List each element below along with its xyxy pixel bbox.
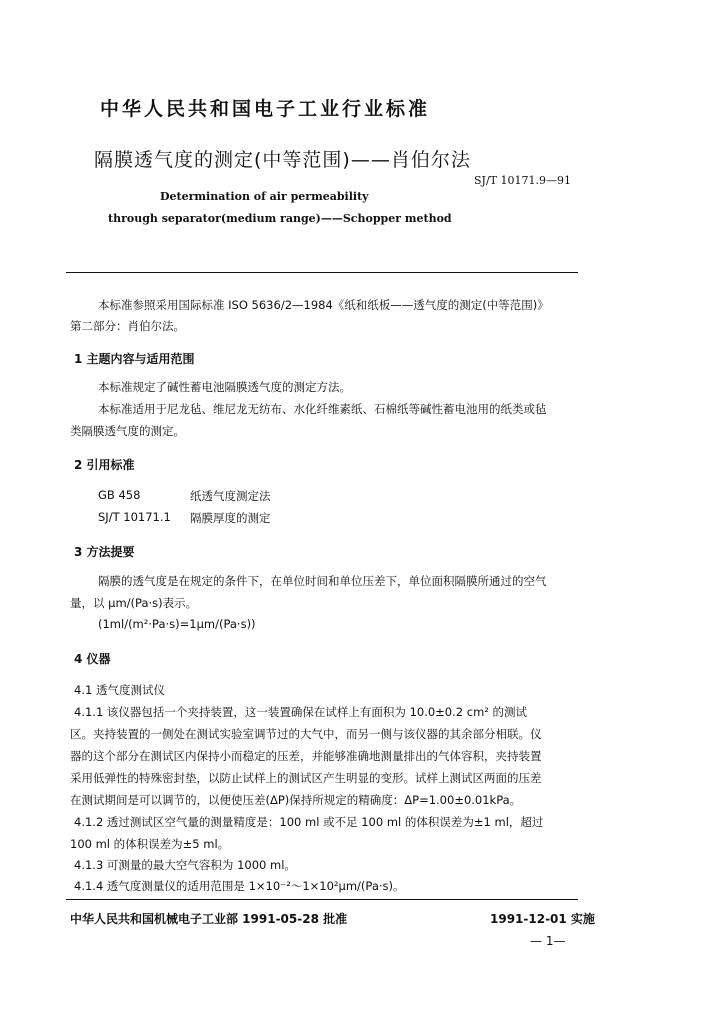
standard-number: SJ/T 10171.9—91	[474, 174, 571, 187]
clause-4-1-1-line-1: 4.1.1 该仪器包括一个夹持装置，这一装置确保在试样上有面积为 10.0±0.2 cm² 的测试	[74, 705, 528, 719]
document-title-cn: 隔膜透气度的测定(中等范围)——肖伯尔法	[94, 149, 471, 171]
document-title-en-line2: through separator(medium range)——Schopper method	[108, 212, 452, 225]
section-3-heading: 3 方法提要	[74, 545, 135, 559]
section-3-formula: (1ml/(m²·Pa·s)=1μm/(Pa·s))	[98, 617, 256, 631]
section-3-line-1: 隔膜的透气度是在规定的条件下，在单位时间和单位压差下，单位面积隔膜所通过的空气	[98, 574, 547, 588]
clause-4-1-3: 4.1.3 可测量的最大空气容积为 1000 ml。	[74, 858, 296, 872]
top-divider	[66, 272, 578, 273]
reference-title: 纸透气度测定法	[190, 489, 271, 503]
implementation-date: 1991-12-01 实施	[490, 912, 595, 926]
section-2-heading: 2 引用标准	[74, 458, 135, 472]
section-3-line-2: 量，以 μm/(Pa·s)表示。	[70, 596, 198, 610]
intro-line-2: 第二部分：肖伯尔法。	[70, 319, 185, 333]
document-title-en-line1: Determination of air permeability	[160, 190, 369, 203]
reference-title: 隔膜厚度的测定	[190, 511, 271, 525]
standard-category-header: 中华人民共和国电子工业行业标准	[100, 98, 431, 120]
intro-line-1: 本标准参照采用国际标准 ISO 5636/2—1984《纸和纸板——透气度的测定(中等范围)》	[98, 298, 549, 312]
section-1-paragraph-2-line-2: 类隔膜透气度的测定。	[70, 424, 185, 438]
section-4-heading: 4 仪器	[74, 652, 111, 666]
clause-4-1-2-line-2: 100 ml 的体积误差为±5 ml。	[70, 837, 230, 851]
reference-code: SJ/T 10171.1	[98, 510, 171, 524]
section-1-heading: 1 主题内容与适用范围	[74, 352, 195, 366]
clause-4-1-1-line-2: 区。夹持装置的一侧处在测试实验室调节过的大气中，而另一侧与该仪器的其余部分相联。仪	[70, 727, 542, 741]
page-number: — 1—	[530, 934, 566, 948]
reference-code: GB 458	[98, 488, 141, 502]
section-1-paragraph-2-line-1: 本标准适用于尼龙毡、维尼龙无纺布、水化纤维素纸、石棉纸等碱性蓄电池用的纸类或毡	[98, 402, 547, 416]
approval-date: 中华人民共和国机械电子工业部 1991-05-28 批准	[70, 912, 348, 926]
clause-4-1-1-line-5: 在测试期间是可以调节的，以便使压差(ΔP)保持所规定的精确度：ΔP=1.00±0.01kPa。	[70, 793, 522, 807]
clause-4-1-2-line-1: 4.1.2 透过测试区空气量的测量精度是：100 ml 或不足 100 ml 的体积误差为±1 ml，超过	[74, 815, 544, 829]
bottom-divider	[66, 899, 578, 900]
clause-4-1-4: 4.1.4 透气度测量仪的适用范围是 1×10⁻²～1×10²μm/(Pa·s)。	[74, 879, 405, 893]
clause-4-1: 4.1 透气度测试仪	[74, 683, 165, 697]
clause-4-1-1-line-4: 采用低弹性的特殊密封垫，以防止试样上的测试区产生明显的变形。试样上测试区两面的压差	[70, 771, 542, 785]
clause-4-1-1-line-3: 器的这个部分在测试区内保持小而稳定的压差，并能够准确地测量排出的气体容积，夹持装置	[70, 749, 542, 763]
section-1-paragraph-1: 本标准规定了碱性蓄电池隔膜透气度的测定方法。	[98, 380, 351, 394]
